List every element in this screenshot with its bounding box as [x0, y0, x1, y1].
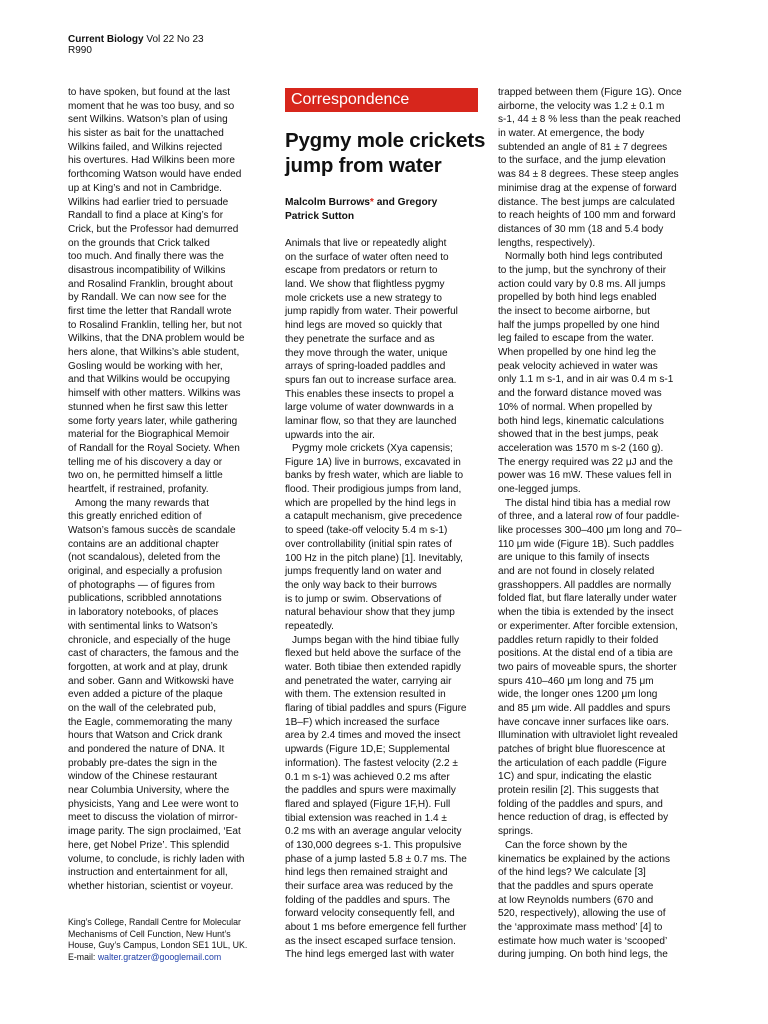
text-line: Wilkins had earlier tried to persuade: [68, 196, 229, 208]
text-line: the ‘approximate mass method’ [4] to: [498, 921, 663, 933]
text-line: folding of the paddles and spurs. The: [285, 894, 451, 906]
email-label: E-mail:: [68, 951, 98, 962]
text-line: flaring of tibial paddles and spurs (Figure: [285, 703, 467, 715]
text-line: publications, scribbled annotations: [68, 593, 222, 605]
text-line: the insect to become airborne, but: [498, 306, 650, 317]
text-line: Pygmy mole crickets (Xya capensis;: [292, 443, 453, 454]
abstract: [285, 237, 490, 442]
column-right: [498, 86, 702, 962]
text-line: and are not found in closely related: [498, 566, 655, 578]
text-line: leg failed to escape from the water.: [498, 333, 654, 345]
text-line: tibial extension was reached in 1.4 ±: [285, 812, 447, 824]
text-line: near Columbia University, where the: [68, 785, 230, 797]
text-line: and the forward distance moved was: [498, 388, 662, 400]
text-line: meet to discuss the violation of mirror-: [68, 812, 238, 824]
author-name: Patrick Sutton: [285, 210, 355, 222]
text-line: is to jump or swim. Observations of: [285, 593, 442, 605]
text-line: first time the letter that Randall wrote: [68, 306, 232, 317]
text-line: phase of a jump lasted 5.8 ± 0.7 ms. The: [285, 853, 467, 865]
text-line: and sober. Gann and Witkowski have: [68, 675, 234, 687]
text-line: the articulation of each paddle (Figure: [498, 757, 667, 769]
text-line: Normally both hind legs contributed: [505, 251, 663, 263]
text-line: The energy required was 22 μJ and the: [498, 456, 674, 468]
author-name: Malcolm Burrows: [285, 197, 370, 208]
text-line: patches of bright blue fluorescence at: [498, 744, 665, 755]
text-line: was 84 ± 8 degrees. These steep angles: [498, 169, 679, 181]
text-line: area by 2.4 times and moved the insect: [285, 730, 461, 742]
text-line: they penetrate the surface and as: [285, 333, 435, 345]
text-line: probably pre-dates the sign in the: [68, 757, 218, 769]
text-line: two on, he permitted himself a little: [68, 470, 223, 482]
title-line: jump from water: [285, 154, 442, 177]
text-line: disastrous incompatibility of Wilkins: [68, 264, 226, 276]
text-line: hence reduction of drag, is effected by: [498, 812, 669, 824]
text-line: material for the Biographical Memoir: [68, 429, 230, 441]
text-line: about 1 ms before emergence fell further: [285, 922, 467, 934]
text-line: positions. At the distal end of a tibia are: [498, 648, 673, 660]
text-line: airborne, the velocity was 1.2 ± 0.1 m: [498, 100, 665, 112]
text-line: window of the Chinese restaurant: [68, 771, 218, 783]
text-line: land. We show that flightless pygmy: [285, 279, 445, 291]
text-line: Wilkins failed, and Wilkins rejected: [68, 141, 223, 153]
text-line: which are propelled by the hind legs in: [285, 497, 456, 509]
text-line: to speed (take-off velocity 5.4 m s-1): [285, 525, 448, 537]
text-line: 110 μm wide (Figure 1B). Such paddles: [498, 538, 674, 550]
text-line: are unique to this family of insects: [498, 552, 650, 564]
text-line: wide, the longer ones 1200 μm long: [498, 689, 658, 701]
text-line: Wilkins, that the DNA problem would be: [68, 333, 245, 345]
text-line: Figure 1A) live in burrows, excavated in: [285, 456, 461, 468]
text-line: his overtures. Had Wilkins been more: [68, 155, 235, 167]
text-line: spurs 410–460 μm long and 75 μm: [498, 675, 654, 687]
text-line: paddles return rapidly to their folded: [498, 634, 659, 646]
text-line: action could vary by 0.8 ms. All jumps: [498, 278, 666, 290]
text-line: of the hind legs? We calculate [3]: [498, 867, 646, 879]
text-line: the only way back to their burrows: [285, 579, 437, 591]
text-line: minimise drag at the expense of forward: [498, 182, 677, 194]
text-line: This enables these insects to propel a: [285, 388, 454, 400]
text-line: during jumping. On both hind legs, the: [498, 949, 668, 961]
text-line: here, get Nobel Prize’. This splendid: [68, 839, 230, 851]
text-line: whether historian, scientist or voyeur.: [68, 880, 234, 892]
text-line: mole crickets use a new strategy to: [285, 292, 442, 304]
text-line: the Eagle, commemorating the many: [68, 716, 233, 728]
text-line: the paddles and spurs were maximally: [285, 785, 456, 797]
text-line: too much. And finally there was the: [68, 251, 224, 263]
text-line: hind legs then remained straight and: [285, 867, 448, 879]
text-line: chronicle, and especially of the huge: [68, 634, 231, 646]
text-line: grasshoppers. All paddles are normally: [498, 579, 672, 591]
text-line: Can the force shown by the: [505, 839, 628, 851]
text-line: his sister as bait for the unattached: [68, 128, 224, 140]
journal-header: [68, 34, 204, 56]
text-line: hours that Watson and Crick drank: [68, 730, 223, 742]
text-line: only 1.1 m s-1, and in air was 0.4 m s-1: [498, 374, 674, 386]
text-line: to Rosalind Franklin, telling her, but not: [68, 319, 242, 331]
text-line: flared and splayed (Figure 1F,H). Full: [285, 798, 451, 810]
text-line: power was 16 mW. These values fell in: [498, 470, 672, 482]
text-line: two pairs of moveable spurs, the shorter: [498, 661, 677, 673]
text-line: with them. The extension resulted in: [285, 689, 446, 701]
title-line: Pygmy mole crickets: [285, 129, 486, 152]
text-line: water. Both tibiae then extended rapidly: [285, 662, 461, 673]
text-line: and penetrated the water, carrying air: [285, 675, 452, 687]
text-line: in water. At emergence, the body: [498, 128, 645, 140]
text-line: natural behaviour show that they jump: [285, 607, 455, 619]
text-line: of Randall for the Royal Society. When: [68, 442, 240, 454]
section-label: Correspondence: [285, 88, 478, 112]
text-line: himself with other matters. Wilkins was: [68, 388, 241, 400]
text-line: over controllability (initial spin rates of: [285, 538, 452, 550]
text-line: flexed but held above the surface of the: [285, 648, 461, 660]
journal-issue: Vol 22 No 23: [143, 34, 204, 45]
text-line: information). The fastest velocity (2.2 ±: [285, 757, 458, 769]
text-line: some forty years later, while gathering: [68, 415, 238, 427]
text-line: of 130,000 degrees s-1. This propulsive: [285, 839, 462, 851]
text-line: this greatly enriched edition of: [68, 511, 202, 523]
text-line: telling me of his discovery a day or: [68, 456, 223, 468]
text-line: by Randall. We can now see for the: [68, 292, 227, 304]
text-line: 520, respectively), allowing the use of: [498, 908, 666, 920]
affiliation: [68, 917, 278, 963]
text-line: in laboratory notebooks, of places: [68, 607, 219, 619]
text-line: hind legs are moved so quickly that: [285, 320, 442, 332]
text-line: of photographs — of figures from: [68, 579, 215, 591]
text-line: or experimenter. After forcible extension,: [498, 620, 678, 632]
email-link[interactable]: walter.gratzer@googlemail.com: [97, 951, 222, 962]
text-line: of three, and a lateral row of four paddle-: [498, 511, 680, 523]
text-line: one-legged jumps.: [498, 483, 581, 495]
text-line: Watson’s famous succès de scandale: [68, 525, 236, 536]
text-line: 1C) and spur, indicating the elastic: [498, 771, 652, 783]
text-line: to reach heights of 100 mm and forward: [498, 210, 676, 222]
text-line: that the paddles and spurs operate: [498, 880, 654, 892]
text-line: to the surface, and the jump elevation: [498, 155, 666, 167]
text-line: forgotten, at work and at play, drunk: [68, 661, 228, 673]
text-line: estimate how much water is ‘scooped’: [498, 935, 668, 947]
text-line: protein resilin [2]. This suggests that: [498, 785, 659, 797]
text-line: forward velocity consequently fell, and: [285, 908, 455, 920]
text-line: showed that in the best jumps, peak: [498, 429, 659, 441]
text-line: Randall to find a place at King’s for: [68, 210, 224, 222]
text-line: half the jumps propelled by one hind: [498, 319, 660, 331]
text-line: Crick, but the Professor had demurred: [68, 223, 239, 235]
text-line: physicists, Yang and Lee were wont to: [68, 798, 239, 810]
text-line: propelled by both hind legs enabled: [498, 292, 657, 304]
affiliation-line: Mechanisms of Cell Function, New Hunt’s: [68, 928, 231, 939]
text-line: moment that he was too busy, and so: [68, 100, 235, 112]
text-line: distance. The best jumps are calculated: [498, 196, 675, 208]
text-line: have concave inner surfaces like oars.: [498, 716, 669, 728]
text-line: on the grounds that Crick talked: [68, 237, 210, 249]
text-line: 0.2 ms with an average angular velocity: [285, 826, 462, 838]
text-line: 100 Hz in the pitch plane) [1]. Inevitably,: [285, 552, 463, 564]
text-line: Animals that live or repeatedly alight: [285, 238, 447, 249]
text-line: flood. Their prodigious jumps from land,: [285, 484, 462, 496]
text-line: s-1, 44 ± 8 % less than the peak reached: [498, 114, 681, 126]
text-line: at low Reynolds numbers (670 and: [498, 894, 654, 906]
text-line: upwards (Figure 1D,E; Supplemental: [285, 744, 450, 756]
text-line: they move through the water, unique: [285, 347, 448, 359]
text-line: on the surface of water often need to: [285, 251, 449, 263]
text-line: kinematics be explained by the actions: [498, 853, 671, 865]
text-line: (not scandalous), deleted from the: [68, 552, 221, 564]
text-line: peak velocity achieved in water was: [498, 360, 658, 372]
text-line: forthcoming Watson would have ended: [68, 169, 242, 181]
text-line: upwards into the air.: [285, 429, 375, 441]
text-line: up at King’s and not in Cambridge.: [68, 182, 222, 194]
text-line: even added a picture of the plaque: [68, 689, 223, 701]
text-line: Jumps began with the hind tibiae fully: [292, 634, 459, 646]
text-line: The hind legs emerged last with water: [285, 949, 455, 961]
text-line: as the insect escaped surface tension.: [285, 935, 456, 947]
text-line: cast of characters, the famous and the: [68, 648, 239, 660]
text-line: to the jump, but the synchrony of their: [498, 264, 667, 276]
text-line: like processes 300–400 μm long and 70–: [498, 525, 682, 536]
affiliation-line: House, Guy’s Campus, London SE1 1UL, UK.: [68, 940, 248, 950]
text-line: lengths, respectively).: [498, 237, 596, 249]
text-line: distances of 30 mm (18 and 5.4 body: [498, 223, 664, 235]
authors: [285, 196, 490, 223]
text-line: subtended an angle of 81 ± 7 degrees: [498, 141, 668, 153]
text-line: springs.: [498, 826, 534, 838]
text-line: When propelled by one hind leg the: [498, 347, 657, 359]
text-line: heartfelt, if restrained, profanity.: [68, 483, 209, 495]
text-line: when the tibia is extended by the insect: [498, 607, 674, 619]
text-line: Gosling would be working with her,: [68, 360, 223, 372]
text-line: The distal hind tibia has a medial row: [505, 497, 671, 509]
column-left: [68, 86, 272, 894]
text-line: sent Wilkins. Watson’s plan of using: [68, 114, 228, 126]
text-line: spurs fan out to increase surface area.: [285, 374, 457, 386]
text-line: laminar flow, so that they are launched: [285, 415, 457, 427]
text-line: and that Wilkins would be occupying: [68, 374, 230, 386]
text-line: Illumination with ultraviolet light revealed: [498, 730, 678, 742]
text-line: with sentimental links to Watson’s: [68, 620, 218, 632]
text-line: trapped between them (Figure 1G). Once: [498, 87, 682, 98]
text-line: folded flat, but flare laterally under water: [498, 593, 677, 605]
text-line: to have spoken, but found at the last: [68, 87, 230, 98]
text-line: and pondered the nature of DNA. It: [68, 744, 225, 755]
text-line: original, and especially a profusion: [68, 566, 223, 578]
text-line: image parity. The sign proclaimed, ‘Eat: [68, 826, 241, 838]
text-line: and 85 μm wide. All paddles and spurs: [498, 702, 671, 714]
text-line: both hind legs, kinematic calculations: [498, 415, 664, 427]
text-line: escape from predators or return to: [285, 265, 438, 277]
text-line: repeatedly.: [285, 620, 334, 632]
corresponding-marker[interactable]: *: [369, 197, 374, 208]
text-line: jumps frequently land on water and: [285, 566, 442, 578]
text-line: large volume of water downwards in a: [285, 402, 454, 414]
column-middle-body: [285, 442, 490, 962]
text-line: 10% of normal. When propelled by: [498, 401, 653, 413]
text-line: stunned when he first saw this letter: [68, 401, 228, 413]
text-line: volume, to conclude, is richly laden with: [68, 853, 245, 865]
text-line: on the wall of the celebrated pub,: [68, 702, 217, 714]
text-line: jump rapidly from water. Their powerful: [285, 306, 458, 318]
text-line: acceleration was 1570 m s-2 (160 g).: [498, 442, 664, 454]
article-title: [285, 128, 495, 178]
text-line: banks by fresh water, which are liable to: [285, 470, 464, 482]
journal-name: Current Biology: [68, 34, 144, 45]
text-line: instruction and entertainment for all,: [68, 867, 228, 879]
text-line: their surface area was reduced by the: [285, 881, 454, 892]
text-line: a catapult mechanism, give precedence: [285, 511, 463, 523]
text-line: folding of the paddles and spurs, and: [498, 798, 663, 810]
text-line: 0.1 m s-1) was achieved 0.2 ms after: [285, 771, 450, 783]
author-name: and Gregory: [373, 197, 438, 208]
text-line: Among the many rewards that: [75, 497, 210, 509]
text-line: contains are an additional chapter: [68, 538, 219, 550]
text-line: and Rosalind Franklin, brought about: [68, 278, 233, 290]
text-line: hers alone, that Wilkins’s able student,: [68, 347, 240, 359]
page-number: R990: [68, 45, 92, 56]
affiliation-line: King’s College, Randall Centre for Molecular: [68, 917, 241, 927]
text-line: 1B–F) which increased the surface: [285, 716, 440, 728]
text-line: arrays of spring-loaded paddles and: [285, 361, 446, 373]
